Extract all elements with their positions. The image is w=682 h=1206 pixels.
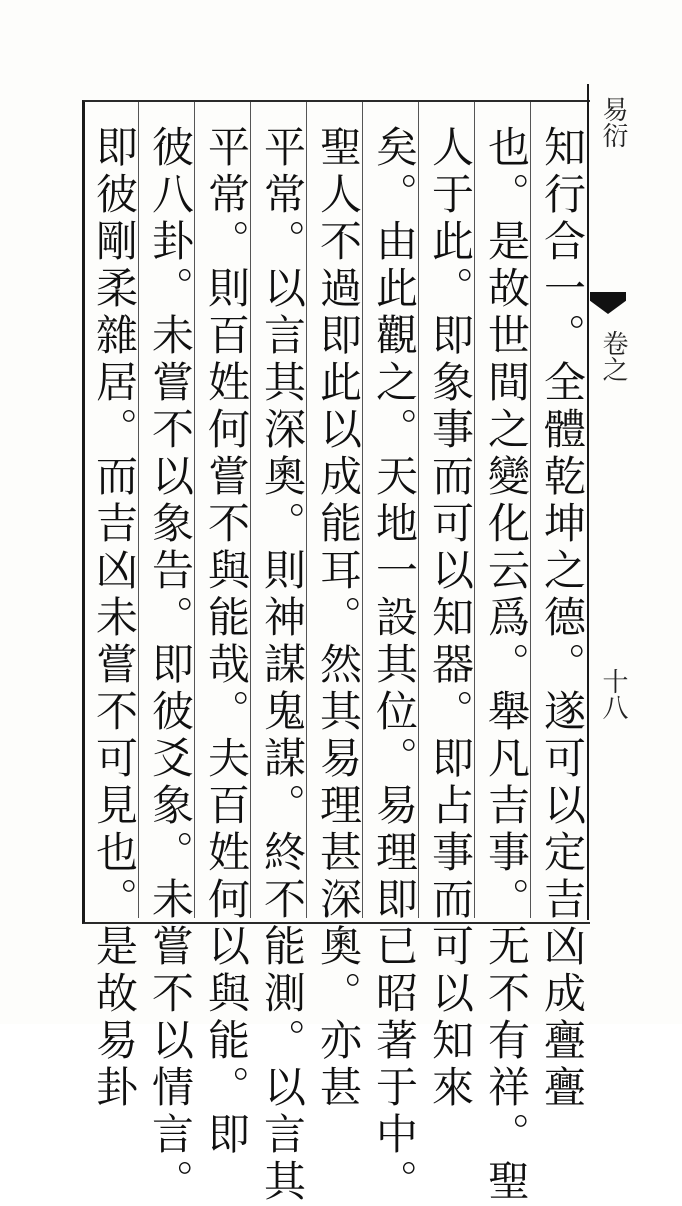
center-fold-title: 易衍 <box>598 96 628 148</box>
text-column-2: 也。是故世間之變化云爲。舉凡吉事。无不有祥。聖 <box>482 125 531 1206</box>
text-column-8: 彼八卦。未嘗不以象告。即彼爻象。未嘗不以情言。 <box>146 125 195 1206</box>
text-column-6: 平常。以言其深奧。則神謀鬼謀。終不能測。以言其 <box>258 125 307 1206</box>
center-fold-section: 卷之 <box>598 330 628 382</box>
text-column-4: 矣。由此觀之。天地一設其位。易理即已昭著于中。 <box>370 125 419 1206</box>
center-fold-page-number: 十八 <box>598 668 628 720</box>
text-column-5: 聖人不過即此以成能耳。然其易理甚深奧。亦甚 <box>314 125 363 1112</box>
center-fold-strip <box>587 84 629 920</box>
text-column-9: 即彼剛柔雜居。而吉凶未嘗不可見也。是故易卦 <box>90 125 139 1112</box>
text-column-7: 平常。則百姓何嘗不與能哉。夫百姓何以與能。即 <box>202 125 251 1159</box>
text-column-3: 人于此。即象事而可以知器。即占事而可以知來 <box>426 125 475 1112</box>
text-column-1: 知行合一。全體乾坤之德。遂可以定吉凶成亹亹 <box>538 125 587 1112</box>
